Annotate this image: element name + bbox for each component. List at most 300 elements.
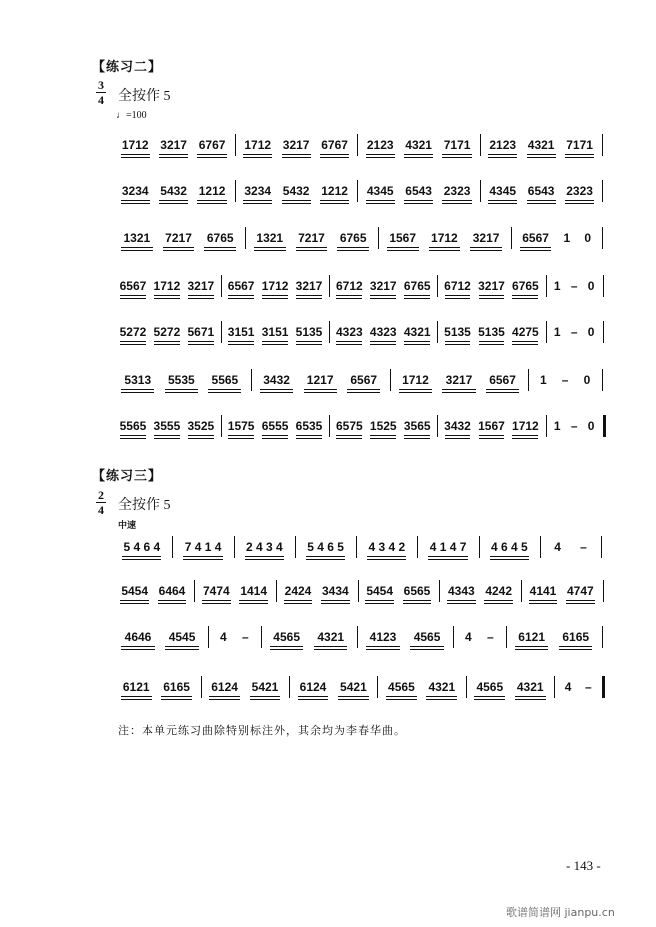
beam-line xyxy=(161,699,192,700)
note-group: – xyxy=(570,419,578,433)
score-row xyxy=(116,233,612,263)
note-group: 6767 xyxy=(198,138,226,152)
note-group: 6765 xyxy=(403,279,431,293)
beam-line xyxy=(365,600,393,601)
site-watermark: 歌谱简谱网 jianpu.cn xyxy=(506,906,615,919)
beam-line xyxy=(559,649,592,650)
note-group: 3217 xyxy=(295,279,323,293)
score-row xyxy=(116,421,612,451)
beam-line xyxy=(250,696,281,697)
note-group: 7171 xyxy=(566,138,593,152)
beam-line xyxy=(370,344,396,345)
exercise2-time-signature xyxy=(96,79,106,106)
beam-line xyxy=(260,389,293,390)
note-group: 4 xyxy=(554,540,561,554)
note-group: 4321 xyxy=(403,325,431,339)
note-group: 1525 xyxy=(369,419,397,433)
beam-line xyxy=(121,699,152,700)
beam-line xyxy=(120,341,146,342)
beam-line xyxy=(120,295,146,296)
beam-line xyxy=(314,649,347,650)
beam-line xyxy=(559,646,592,647)
beam-line xyxy=(304,389,337,390)
barline xyxy=(602,134,603,156)
note-group: 0 xyxy=(587,419,595,433)
beam-line xyxy=(336,435,362,436)
beam-line xyxy=(202,603,230,604)
beam-line xyxy=(512,438,538,439)
beam-line xyxy=(486,392,519,393)
beam-line xyxy=(282,200,311,201)
note-group: 2424 xyxy=(284,584,312,598)
barline xyxy=(601,536,602,558)
note-group: 3555 xyxy=(153,419,181,433)
beam-line xyxy=(120,603,148,604)
note-group: 1575 xyxy=(227,419,255,433)
beam-line xyxy=(254,250,286,251)
beam-line xyxy=(442,200,471,201)
score-row xyxy=(116,140,612,170)
tempo-value: =100 xyxy=(126,110,147,121)
beam-line xyxy=(410,649,443,650)
note-group: 6567 xyxy=(522,231,549,245)
note-group: 6124 xyxy=(299,680,327,694)
note-group: 7217 xyxy=(298,231,325,245)
beam-line xyxy=(488,203,517,204)
beam-line xyxy=(527,203,556,204)
beam-line xyxy=(202,600,230,601)
exercise3-tempo: 中速 xyxy=(118,521,137,531)
beam-line xyxy=(209,696,240,697)
note-group: 7 4 1 4 xyxy=(184,540,222,554)
beam-line xyxy=(338,699,369,700)
final-barline xyxy=(602,676,605,698)
barline xyxy=(603,275,604,297)
score-row xyxy=(116,632,612,662)
beam-line xyxy=(565,200,594,201)
note-group: 4 3 4 2 xyxy=(368,540,406,554)
beam-line xyxy=(442,389,475,390)
beam-line xyxy=(254,247,286,248)
note-group: 3151 xyxy=(261,325,289,339)
barline xyxy=(521,580,522,602)
note-group: 5565 xyxy=(211,373,239,387)
barline xyxy=(295,536,296,558)
note-group: 4345 xyxy=(366,184,394,198)
beam-line xyxy=(426,699,457,700)
note-group: 2323 xyxy=(566,184,593,198)
note-group: 5565 xyxy=(119,419,147,433)
beam-line xyxy=(284,600,312,601)
beam-line xyxy=(520,247,552,248)
time-sig-bottom: 4 xyxy=(98,93,104,107)
beam-line xyxy=(161,696,192,697)
beam-line xyxy=(565,203,594,204)
beam-line xyxy=(445,341,471,342)
beam-line xyxy=(336,295,362,296)
beam-line xyxy=(445,298,471,299)
beam-line xyxy=(209,699,240,700)
note-group: 5135 xyxy=(295,325,323,339)
note-group: 1712 xyxy=(153,279,181,293)
beam-line xyxy=(403,600,431,601)
beam-line xyxy=(121,389,154,390)
beam-line xyxy=(515,646,548,647)
barline xyxy=(251,369,252,391)
beam-line xyxy=(515,696,546,697)
note-group: 2 4 3 4 xyxy=(245,540,283,554)
score-row xyxy=(116,542,612,572)
beam-line xyxy=(370,295,396,296)
note-group: 3432 xyxy=(263,373,290,387)
note-group: 0 xyxy=(587,325,595,339)
beam-line xyxy=(404,341,430,342)
beam-line xyxy=(365,603,393,604)
barline xyxy=(235,134,236,156)
note-group: 3217 xyxy=(445,373,473,387)
barline xyxy=(480,134,481,156)
barline xyxy=(357,626,358,648)
note-group: 6765 xyxy=(339,231,367,245)
note-group: 1 xyxy=(540,373,547,387)
barline xyxy=(358,580,359,602)
barline xyxy=(602,369,603,391)
note-group: 1217 xyxy=(306,373,334,387)
beam-line xyxy=(120,600,148,601)
note-group: 2123 xyxy=(366,138,394,152)
beam-line xyxy=(296,435,322,436)
beam-line xyxy=(314,646,347,647)
note-group: – xyxy=(487,630,494,644)
note-group: 3234 xyxy=(244,184,272,198)
note-group: 0 xyxy=(584,231,592,245)
beam-line xyxy=(197,200,226,201)
beam-line xyxy=(347,392,380,393)
beam-line xyxy=(367,559,406,560)
beam-line xyxy=(442,203,471,204)
barline xyxy=(554,676,555,698)
note-group: 0 xyxy=(583,373,591,387)
note-group: 1712 xyxy=(402,373,429,387)
beam-line xyxy=(165,392,198,393)
note-group: 1567 xyxy=(389,231,417,245)
note-group: 3432 xyxy=(444,419,471,433)
note-group: – xyxy=(580,540,587,554)
beam-line xyxy=(338,696,369,697)
beam-line xyxy=(445,344,471,345)
beam-line xyxy=(370,435,396,436)
beam-line xyxy=(121,203,150,204)
beam-line xyxy=(428,556,467,557)
beam-line xyxy=(239,600,267,601)
note-group: 4 xyxy=(564,680,572,694)
beam-line xyxy=(188,341,214,342)
note-group: 3217 xyxy=(282,138,310,152)
barline xyxy=(603,580,604,602)
beam-line xyxy=(262,341,288,342)
note-group: 6543 xyxy=(527,184,555,198)
barline xyxy=(357,134,358,156)
barline xyxy=(329,415,330,437)
note-group: 1712 xyxy=(261,279,289,293)
barline xyxy=(511,227,512,249)
beam-line xyxy=(282,157,311,158)
barline xyxy=(466,676,467,698)
beam-line xyxy=(445,295,471,296)
beam-line xyxy=(260,392,293,393)
beam-line xyxy=(154,344,180,345)
beam-line xyxy=(197,154,226,155)
beam-line xyxy=(262,438,288,439)
note-group: 6567 xyxy=(227,279,255,293)
note-group: 1 xyxy=(563,231,571,245)
note-group: 4323 xyxy=(335,325,363,339)
beam-line xyxy=(337,250,369,251)
note-group: 1712 xyxy=(244,138,272,152)
barline xyxy=(439,580,440,602)
note-group: 1 xyxy=(553,279,561,293)
beam-line xyxy=(304,392,337,393)
beam-line xyxy=(298,699,329,700)
beam-line xyxy=(429,250,461,251)
quarter-note-icon: ♩ xyxy=(116,110,126,121)
beam-line xyxy=(320,200,349,201)
note-group: – xyxy=(570,325,578,339)
beam-line xyxy=(243,157,272,158)
beam-line xyxy=(366,157,395,158)
note-group: 6535 xyxy=(295,419,323,433)
beam-line xyxy=(479,435,505,436)
beam-line xyxy=(296,295,322,296)
beam-line xyxy=(120,298,146,299)
beam-line xyxy=(188,344,214,345)
beam-line xyxy=(296,250,328,251)
note-group: 4 6 4 5 xyxy=(490,540,528,554)
score-row xyxy=(116,682,612,712)
barline xyxy=(261,626,262,648)
note-group: 1414 xyxy=(240,584,268,598)
beam-line xyxy=(154,341,180,342)
beam-line xyxy=(520,250,552,251)
beam-line xyxy=(366,646,399,647)
beam-line xyxy=(404,157,433,158)
note-group: 1321 xyxy=(256,231,284,245)
beam-line xyxy=(404,298,430,299)
beam-line xyxy=(183,556,222,557)
barline xyxy=(602,227,603,249)
note-group: 7217 xyxy=(165,231,192,245)
barline xyxy=(546,275,547,297)
beam-line xyxy=(154,435,180,436)
beam-line xyxy=(163,247,195,248)
beam-line xyxy=(566,603,594,604)
note-group: 5313 xyxy=(124,373,152,387)
beam-line xyxy=(490,559,529,560)
note-group: 4565 xyxy=(388,680,415,694)
note-group: 4 xyxy=(465,630,472,644)
beam-line xyxy=(245,556,284,557)
barline xyxy=(602,626,603,648)
beam-line xyxy=(321,603,349,604)
beam-line xyxy=(479,295,505,296)
beam-line xyxy=(320,157,349,158)
beam-line xyxy=(479,298,505,299)
note-group: 4123 xyxy=(369,630,397,644)
beam-line xyxy=(204,250,236,251)
barline xyxy=(208,626,209,648)
note-group: 1212 xyxy=(321,184,348,198)
beam-line xyxy=(154,295,180,296)
time-sig-top: 3 xyxy=(98,78,104,92)
beam-line xyxy=(298,696,329,697)
beam-line xyxy=(470,250,502,251)
note-group: 4565 xyxy=(476,680,504,694)
beam-line xyxy=(158,603,186,604)
note-group: 6765 xyxy=(206,231,234,245)
beam-line xyxy=(250,699,281,700)
note-group: 5135 xyxy=(478,325,505,339)
beam-line xyxy=(404,295,430,296)
beam-line xyxy=(320,203,349,204)
note-group: 5421 xyxy=(251,680,279,694)
beam-line xyxy=(336,438,362,439)
barline xyxy=(546,415,547,437)
barline xyxy=(234,536,235,558)
barline xyxy=(356,536,357,558)
beam-line xyxy=(447,603,475,604)
beam-line xyxy=(188,298,214,299)
beam-line xyxy=(121,392,154,393)
beam-line xyxy=(228,344,254,345)
barline xyxy=(357,180,358,202)
beam-line xyxy=(154,298,180,299)
note-group: 3565 xyxy=(403,419,431,433)
barline xyxy=(221,321,222,343)
note-group: 6124 xyxy=(211,680,238,694)
note-group: 6165 xyxy=(562,630,590,644)
note-group: – xyxy=(561,373,569,387)
barline xyxy=(417,536,418,558)
note-group: 4545 xyxy=(168,630,196,644)
barline xyxy=(437,321,438,343)
beam-line xyxy=(243,203,272,204)
note-group: 4242 xyxy=(485,584,513,598)
beam-line xyxy=(243,200,272,201)
beam-line xyxy=(188,438,214,439)
beam-line xyxy=(120,435,146,436)
note-group: 6121 xyxy=(122,680,150,694)
barline xyxy=(546,321,547,343)
beam-line xyxy=(399,392,432,393)
note-group: 6464 xyxy=(158,584,186,598)
beam-line xyxy=(121,646,154,647)
beam-line xyxy=(488,154,517,155)
beam-line xyxy=(386,699,417,700)
note-group: 6767 xyxy=(321,138,348,152)
beam-line xyxy=(470,247,502,248)
beam-line xyxy=(486,389,519,390)
beam-line xyxy=(527,157,556,158)
beam-line xyxy=(512,341,538,342)
beam-line xyxy=(296,344,322,345)
beam-line xyxy=(306,559,345,560)
beam-line xyxy=(284,603,312,604)
note-group: 6575 xyxy=(335,419,363,433)
beam-line xyxy=(512,435,538,436)
barline xyxy=(437,275,438,297)
beam-line xyxy=(159,154,188,155)
note-group: 4 xyxy=(220,630,227,644)
beam-line xyxy=(188,295,214,296)
barline xyxy=(437,415,438,437)
note-group: 1712 xyxy=(431,231,458,245)
beam-line xyxy=(366,649,399,650)
note-group: 4321 xyxy=(428,680,456,694)
beam-line xyxy=(367,556,406,557)
beam-line xyxy=(403,603,431,604)
note-group: 3217 xyxy=(472,231,500,245)
beam-line xyxy=(370,341,396,342)
note-group: 1712 xyxy=(512,419,539,433)
beam-line xyxy=(442,157,471,158)
beam-line xyxy=(337,247,369,248)
beam-line xyxy=(121,250,153,251)
exercise3-fingering: 全按作 5 xyxy=(118,498,171,513)
note-group: 3525 xyxy=(187,419,215,433)
note-group: – xyxy=(570,279,578,293)
beam-line xyxy=(426,696,457,697)
beam-line xyxy=(447,600,475,601)
beam-line xyxy=(347,389,380,390)
note-group: 6567 xyxy=(489,373,516,387)
beam-line xyxy=(208,392,241,393)
beam-line xyxy=(197,203,226,204)
beam-line xyxy=(228,438,254,439)
beam-line xyxy=(474,699,505,700)
barline xyxy=(245,227,246,249)
note-group: 4321 xyxy=(527,138,555,152)
beam-line xyxy=(321,600,349,601)
beam-line xyxy=(404,438,430,439)
beam-line xyxy=(282,154,311,155)
note-group: 5432 xyxy=(160,184,187,198)
beam-line xyxy=(296,298,322,299)
beam-line xyxy=(370,298,396,299)
barline xyxy=(540,536,541,558)
beam-line xyxy=(262,344,288,345)
note-group: 6543 xyxy=(405,184,432,198)
note-group: 3217 xyxy=(478,279,505,293)
beam-line xyxy=(336,341,362,342)
note-group: 6712 xyxy=(335,279,363,293)
note-group: 2323 xyxy=(443,184,471,198)
note-group: 3217 xyxy=(160,138,187,152)
beam-line xyxy=(262,295,288,296)
beam-line xyxy=(228,298,254,299)
note-group: 1 xyxy=(553,419,561,433)
barline xyxy=(289,676,290,698)
beam-line xyxy=(122,559,161,560)
barline xyxy=(390,369,391,391)
time-sig-top: 2 xyxy=(98,488,104,502)
beam-line xyxy=(484,603,512,604)
note-group: 6567 xyxy=(119,279,147,293)
note-group: 4321 xyxy=(317,630,345,644)
barline xyxy=(329,275,330,297)
beam-line xyxy=(282,203,311,204)
barline xyxy=(276,580,277,602)
barline xyxy=(201,676,202,698)
